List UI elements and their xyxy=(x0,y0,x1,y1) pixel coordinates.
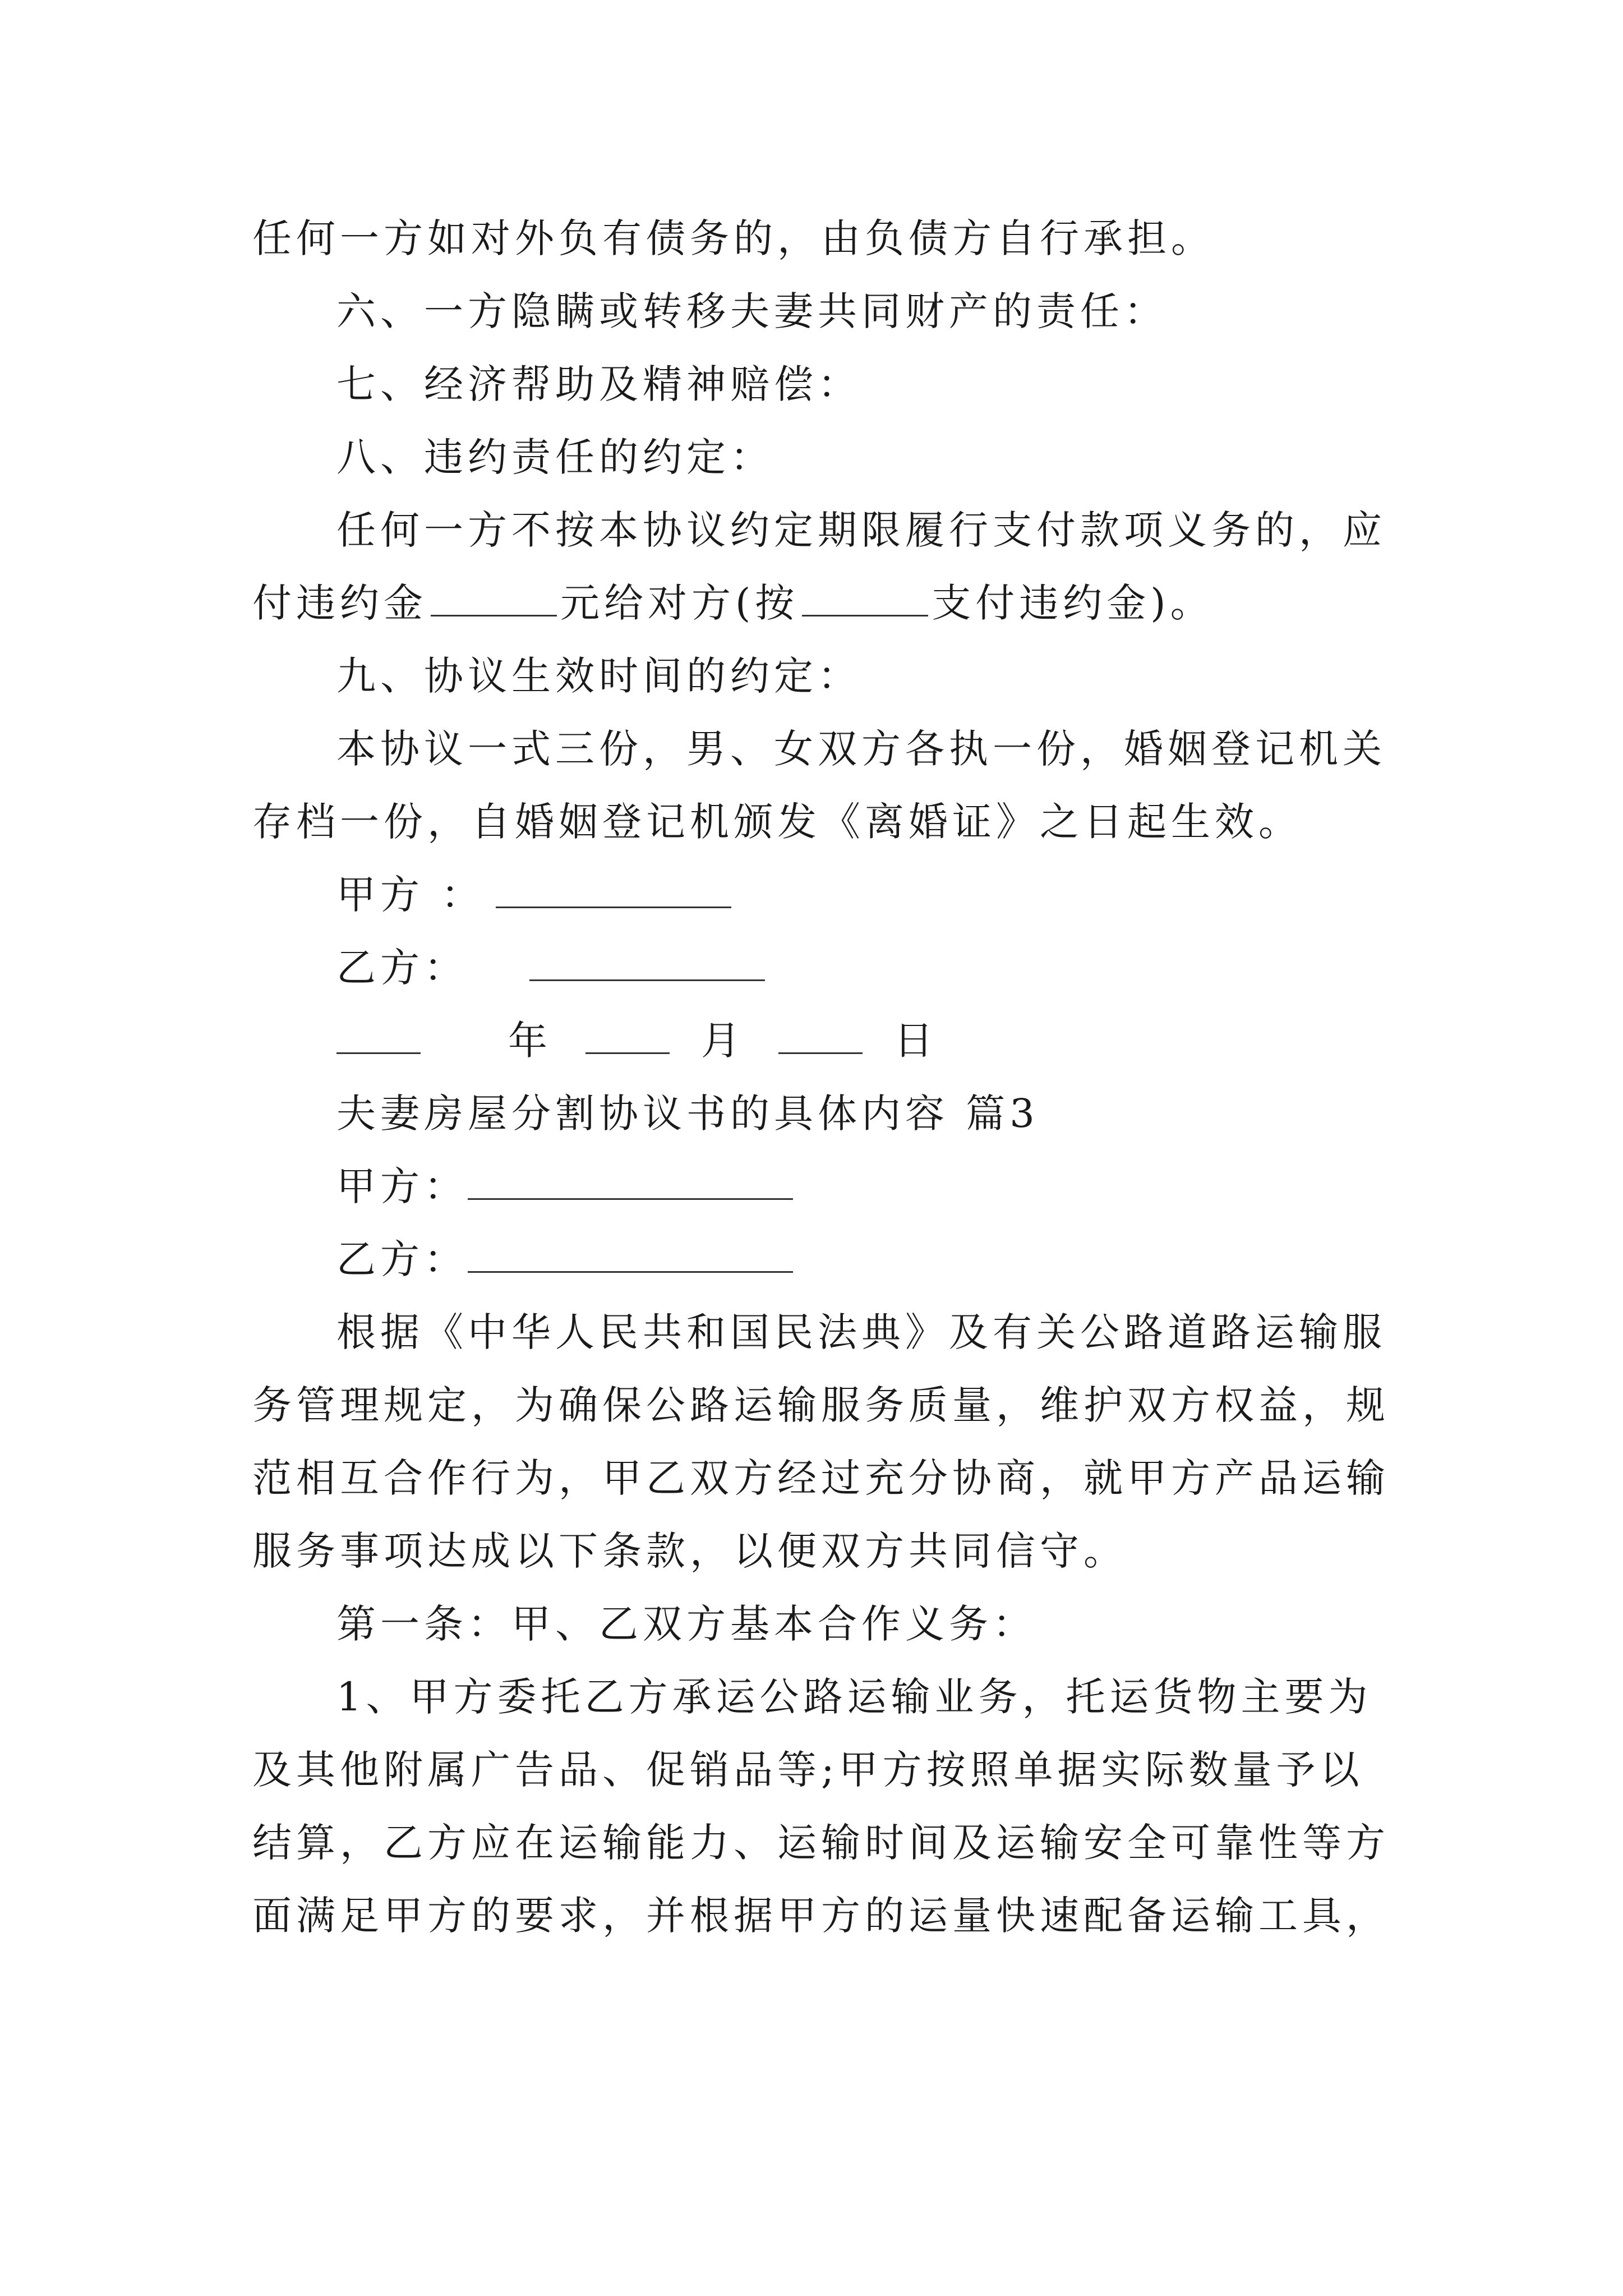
contract-party-a-label: 甲方： xyxy=(336,1163,468,1209)
year-blank xyxy=(336,1019,421,1054)
party-a-blank xyxy=(496,873,731,908)
party-b-label: 乙方： xyxy=(336,945,468,991)
text-line: 结算，乙方应在运输能力、运输时间及运输安全可靠性等方 xyxy=(252,1820,1390,1866)
section-title: 夫妻房屋分割协议书的具体内容 篇3 xyxy=(336,1091,1039,1137)
text-line: 范相互合作行为，甲乙双方经过充分协商，就甲方产品运输 xyxy=(252,1455,1390,1501)
penalty-text-2: 元给对方(按 xyxy=(560,580,799,626)
text-line: 面满足甲方的要求，并根据甲方的运量快速配备运输工具， xyxy=(252,1893,1390,1939)
penalty-text-1: 付违约金 xyxy=(252,580,427,626)
text-line: 1、甲方委托乙方承运公路运输业务，托运货物主要为 xyxy=(336,1674,1372,1720)
text-line: 服务事项达成以下条款，以便双方共同信守。 xyxy=(252,1528,1127,1574)
contract-party-a xyxy=(336,1158,1475,1214)
section-heading-8: 八、违约责任的约定： xyxy=(336,434,774,480)
date-line xyxy=(336,1013,1475,1069)
contract-party-b xyxy=(336,1231,1475,1287)
penalty-rate-blank xyxy=(802,581,928,616)
contract-party-b-blank xyxy=(468,1237,793,1273)
month-label: 月 xyxy=(701,1018,745,1064)
party-b-blank xyxy=(529,946,765,981)
contract-party-b-label: 乙方： xyxy=(336,1236,468,1282)
contract-party-a-blank xyxy=(468,1165,793,1200)
text-line: 务管理规定，为确保公路运输服务质量，维护双方权益，规 xyxy=(252,1382,1390,1428)
text-line: 存档一份，自婚姻登记机颁发《离婚证》之日起生效。 xyxy=(252,799,1302,845)
day-label: 日 xyxy=(894,1018,938,1064)
penalty-line xyxy=(252,575,1391,631)
year-label: 年 xyxy=(508,1018,552,1064)
text-line: 根据《中华人民共和国民法典》及有关公路道路运输服 xyxy=(336,1309,1386,1355)
signature-party-b xyxy=(336,940,1475,996)
day-blank xyxy=(778,1019,863,1054)
section-heading-6: 六、一方隐瞒或转移夫妻共同财产的责任： xyxy=(336,288,1168,334)
party-a-label: 甲方 ： xyxy=(336,872,485,918)
text-line: 及其他附属广告品、促销品等;甲方按照单据实际数量予以 xyxy=(252,1747,1364,1793)
penalty-text-3: 支付违约金)。 xyxy=(932,580,1214,626)
month-blank xyxy=(585,1019,670,1054)
text-line: 任何一方如对外负有债务的，由负债方自行承担。 xyxy=(252,215,1215,261)
section-heading-7: 七、经济帮助及精神赔偿： xyxy=(336,361,861,407)
article-heading-1: 第一条：甲、乙双方基本合作义务： xyxy=(336,1601,1036,1647)
signature-party-a xyxy=(336,867,1475,923)
text-line: 任何一方不按本协议约定期限履行支付款项义务的，应 xyxy=(336,507,1386,553)
text-line: 本协议一式三份，男、女双方各执一份，婚姻登记机关 xyxy=(336,726,1386,772)
penalty-amount-blank xyxy=(431,581,557,616)
section-heading-9: 九、协议生效时间的约定： xyxy=(336,653,861,699)
